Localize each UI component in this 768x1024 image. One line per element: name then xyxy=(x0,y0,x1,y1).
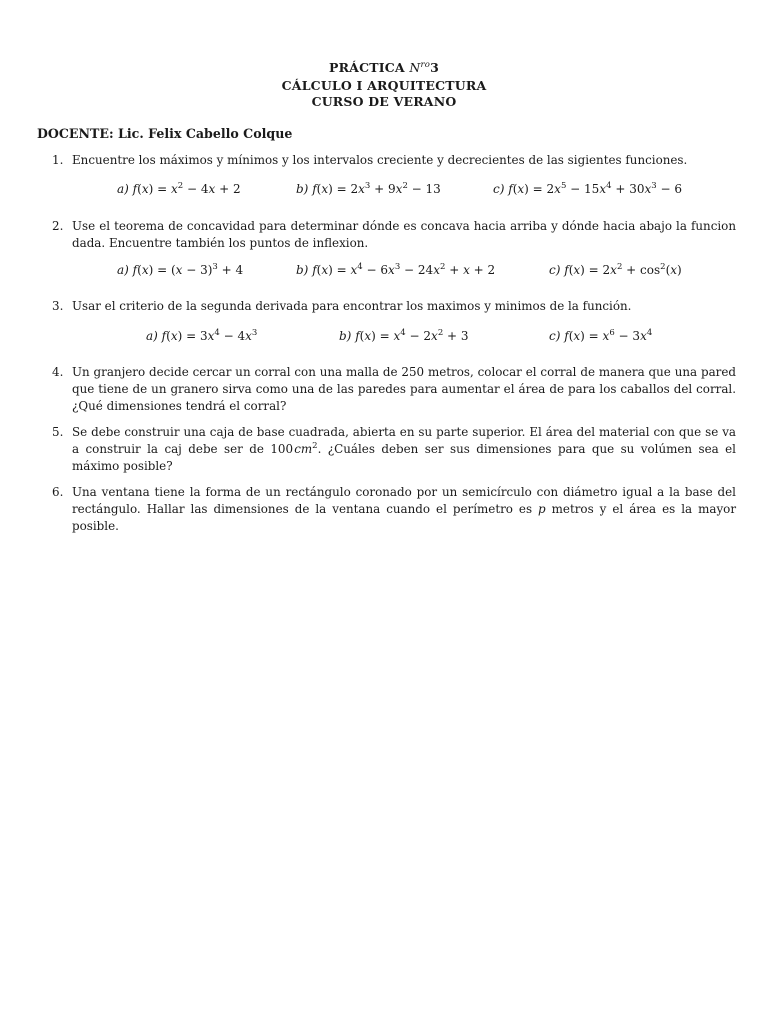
problem-text: Un granjero decide cercar un corral con una malla de 250 metros, colocar el corral de manera que una pared que tiene de un granero sirva como una de las paredes para aumentar el área de para los caballos del corral. ¿Qué dimensiones tendrá el corral? xyxy=(72,365,736,414)
problem-text: Use el teorema de concavidad para determinar dónde es concava hacia arriba y dónde hacia abajo la funcion dada. Encuentre también los puntos de inflexion. xyxy=(72,219,736,251)
equation-2b: b) $f(x) = x^4 - 6x^3 - 24x^2 + x + 2$ xyxy=(296,262,496,277)
equation-2c: c) $f(x) = 2x^2 + \cos^2(x)$ xyxy=(549,262,682,277)
problem-number: 5. xyxy=(52,425,64,439)
equation-1a: a) $f(x) = x^2 - 4x + 2$ xyxy=(117,181,241,196)
equation-3c: c) $f(x) = x^6 - 3x^4$ xyxy=(549,328,653,343)
equation-3b: b) $f(x) = x^4 - 2x^2 + 3$ xyxy=(339,328,469,343)
problem-number: 2. xyxy=(52,219,64,233)
equation-1c: c) $f(x) = 2x^5 - 15x^4 + 30x^3 - 6$ xyxy=(493,181,682,196)
title-session: CURSO DE VERANO xyxy=(311,94,457,109)
problem-text: Una ventana tiene la forma de un rectángulo coronado por un semicírculo con diámetro igual a la base del rectángulo. Hallar las dimensiones de la ventana cuando el perímetro es p metros y el área es la mayor posible. xyxy=(72,485,736,534)
equation-1b: b) $f(x) = 2x^3 + 9x^2 - 13$ xyxy=(296,181,441,196)
equation-2a: a) $f(x) = (x - 3)^3 + 4$ xyxy=(117,262,244,277)
problem-number: 3. xyxy=(52,299,64,313)
equation-3a: a) $f(x) = 3x^4 - 4x^3$ xyxy=(146,328,258,343)
title-course: CÁLCULO I ARQUITECTURA xyxy=(281,78,487,93)
problem-number: 1. xyxy=(52,153,64,167)
docente-line: DOCENTE: Lic. Felix Cabello Colque xyxy=(37,126,293,141)
problem-text: Encuentre los máximos y mínimos y los intervalos creciente y decrecientes de las sigientes funciones. xyxy=(72,153,688,167)
problem-number: 4. xyxy=(52,365,64,379)
problem-number: 6. xyxy=(52,485,64,499)
problem-text: Se debe construir una caja de base cuadrada, abierta en su parte superior. El área del material con que se va a construir la caj debe ser de 100 $cm^2$. ¿Cuáles deben ser sus dimensiones para que su volúmen sea el máximo posible? xyxy=(72,425,736,474)
problem-text: Usar el criterio de la segunda derivada para encontrar los maximos y minimos de la función. xyxy=(72,299,632,313)
title-practica: PRÁCTICA $N^{ro}3$ xyxy=(328,60,440,75)
